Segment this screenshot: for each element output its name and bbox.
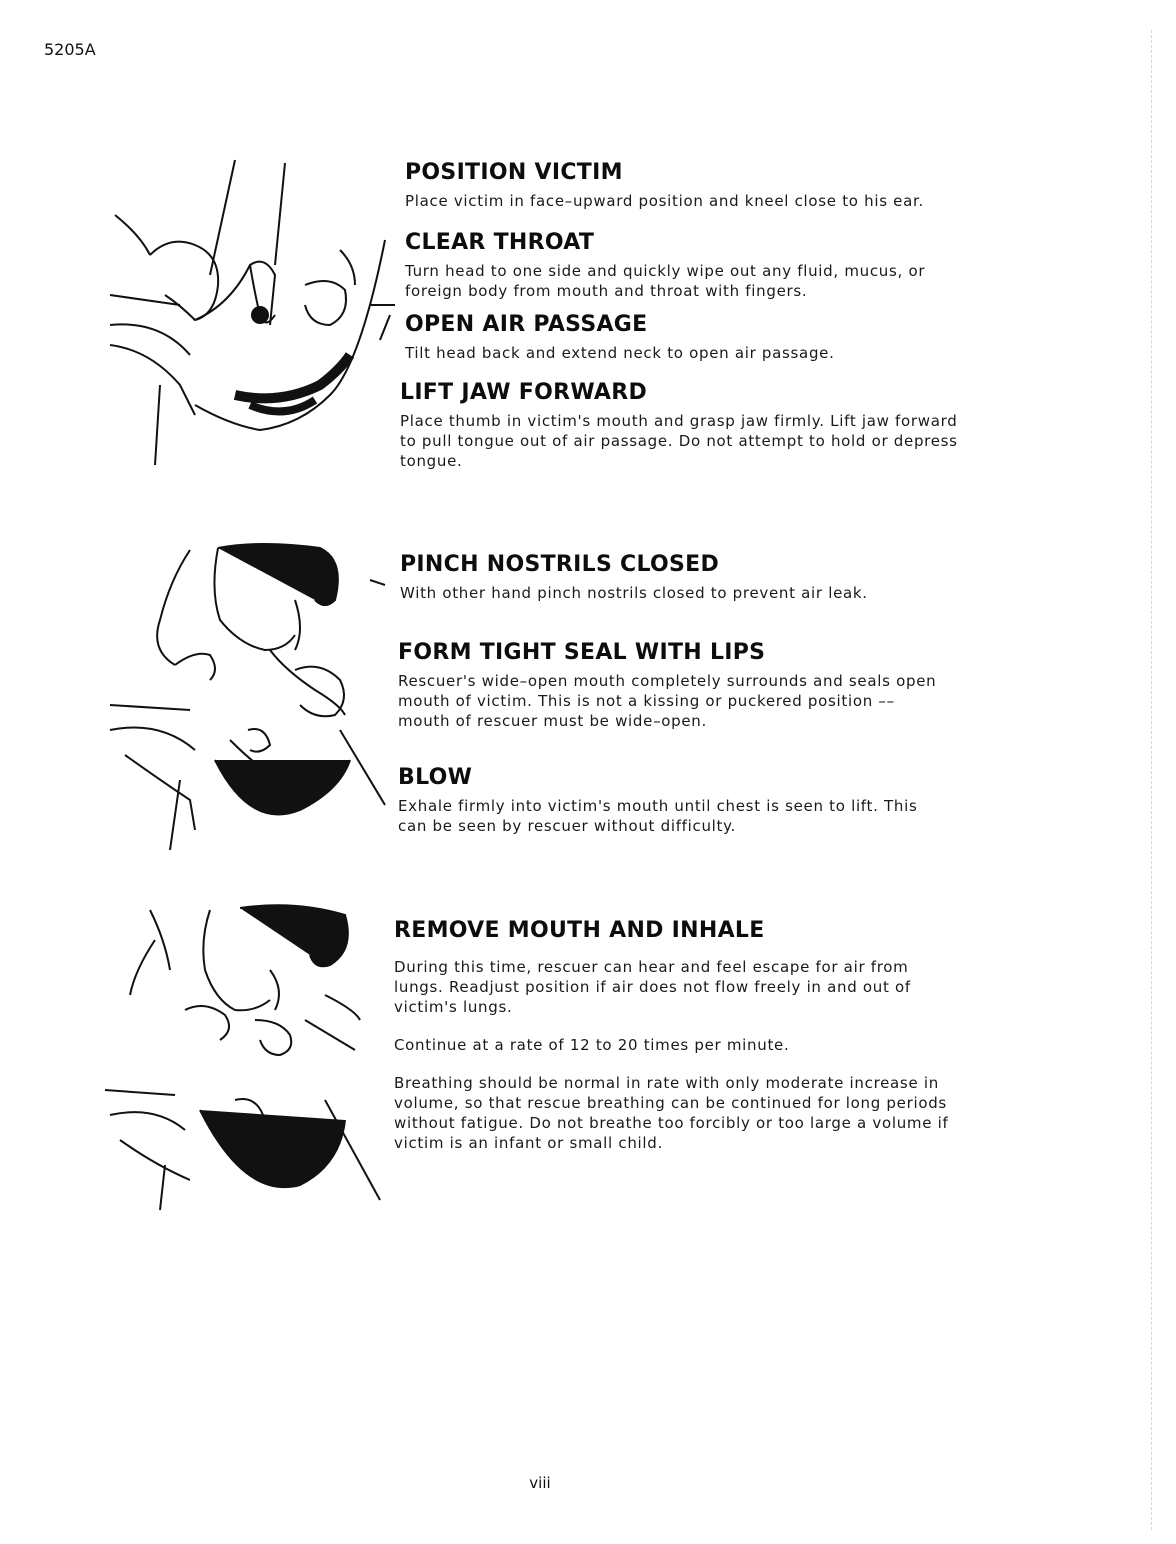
section-position-victim — [405, 160, 1005, 211]
section-body-rate: Continue at a rate of 12 to 20 times per minute. — [394, 1036, 790, 1054]
section-heading: POSITION VICTIM — [405, 160, 623, 185]
section-heading: BLOW — [398, 765, 473, 790]
section-pinch-nostrils-closed — [400, 552, 980, 603]
section-body-note: Breathing should be normal in rate with only moderate increase in volume, so that rescue breathing can be continued for long periods without fatigue. Do not breathe too forcibly or too large a volume if victim is an infant or small child. — [394, 1074, 949, 1152]
section-open-air-passage — [405, 312, 985, 363]
page-number: viii — [529, 1474, 551, 1492]
section-lift-jaw-forward — [400, 380, 960, 471]
mouth-to-mouth-seal-illustration — [100, 540, 390, 860]
section-blow — [398, 765, 948, 836]
section-body: Turn head to one side and quickly wipe out any fluid, mucus, or foreign body from mouth and throat with fingers. — [405, 262, 926, 300]
section-heading: OPEN AIR PASSAGE — [405, 312, 648, 337]
rescuer-inhale-illustration — [95, 900, 385, 1220]
section-body: Tilt head back and extend neck to open air passage. — [405, 344, 835, 362]
section-body: Place victim in face–upward position and kneel close to his ear. — [405, 192, 924, 210]
section-form-tight-seal — [398, 640, 938, 731]
section-body: With other hand pinch nostrils closed to prevent air leak. — [400, 584, 868, 602]
section-heading: REMOVE MOUTH AND INHALE — [394, 918, 765, 943]
section-heading: CLEAR THROAT — [405, 230, 595, 255]
section-remove-mouth-and-inhale — [394, 918, 964, 1153]
section-body: During this time, rescuer can hear and feel escape for air from lungs. Readjust position if air does not flow freely in and out of victim's lungs. — [394, 958, 911, 1016]
section-heading: FORM TIGHT SEAL WITH LIPS — [398, 640, 766, 665]
page-edge-marks — [1151, 30, 1160, 1530]
section-heading: LIFT JAW FORWARD — [400, 380, 648, 405]
section-body: Rescuer's wide–open mouth completely surrounds and seals open mouth of victim. This is not a kissing or puckered position ––mouth of rescuer must be wide–open. — [398, 672, 937, 730]
section-clear-throat — [405, 230, 985, 301]
hands-clearing-throat-illustration — [100, 155, 400, 475]
section-heading: PINCH NOSTRILS CLOSED — [400, 552, 720, 577]
section-body: Place thumb in victim's mouth and grasp jaw firmly. Lift jaw forward to pull tongue out of air passage. Do not attempt to hold or depress tongue. — [400, 412, 958, 470]
section-body: Exhale firmly into victim's mouth until chest is seen to lift. This can be seen by rescuer without difficulty. — [398, 797, 918, 835]
document-id: 5205A — [44, 40, 96, 59]
